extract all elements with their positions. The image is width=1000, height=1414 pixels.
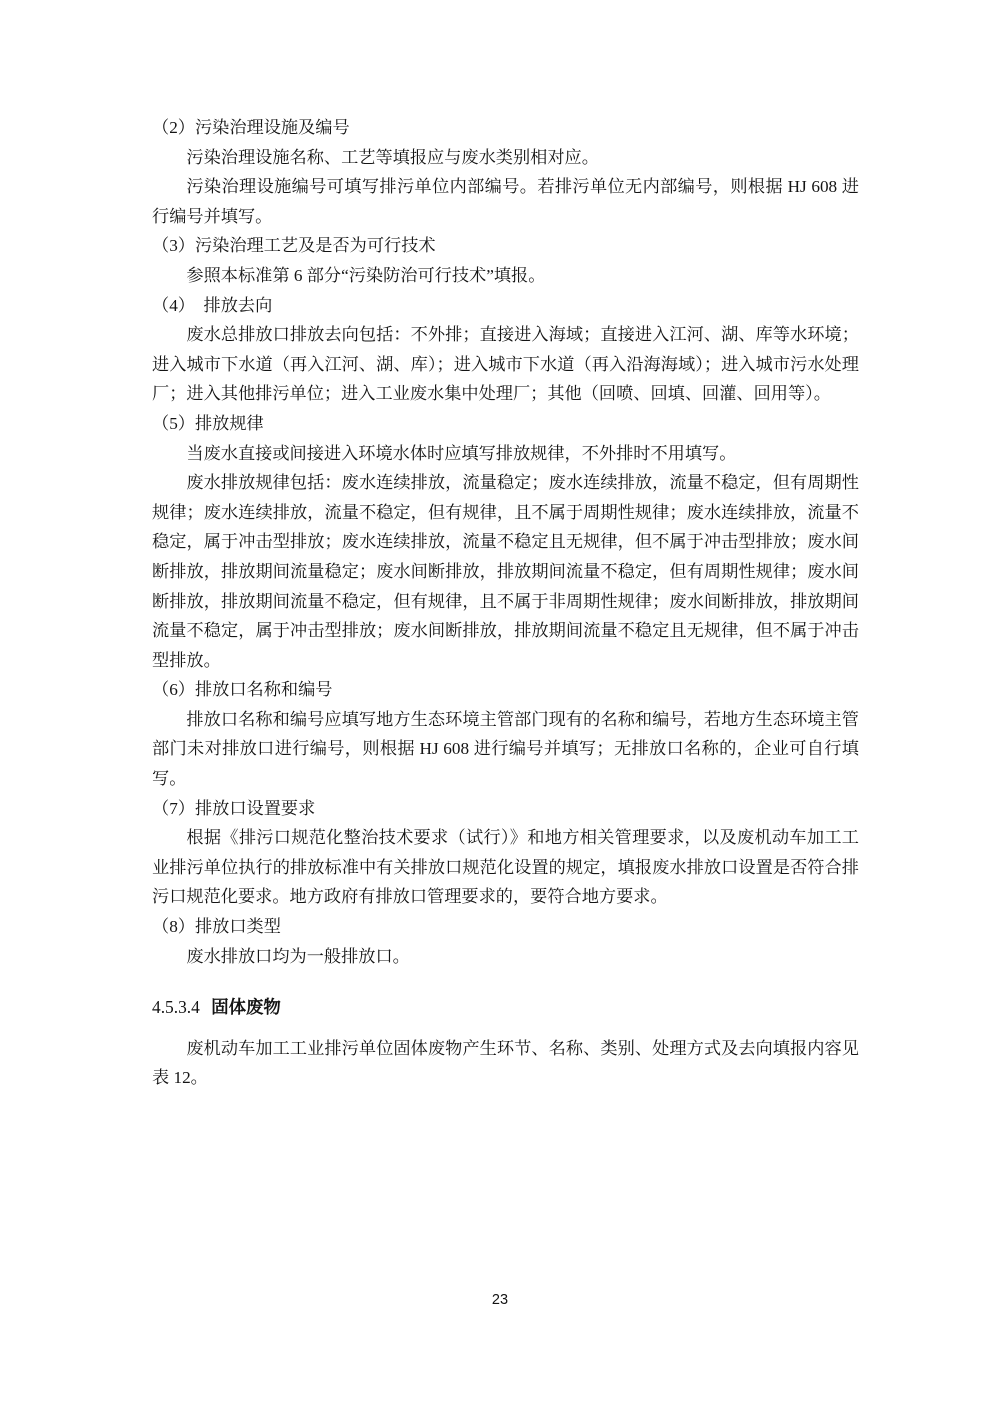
paragraph: 污染治理设施名称、工艺等填报应与废水类别相对应。 — [186, 147, 599, 167]
paragraph: 根据《排污口规范化整治技术要求（试行）》和地方相关管理要求，以及废机动车加工工业排污单位执行的排放标准中有关排放口规范化设置的规定，填报废水排放口设置是否符合排污口规范化要求。地方政府有排放口管理要求的，要符合地方要求。 — [152, 828, 859, 907]
list-item-heading: （3）污染治理工艺及是否为可行技术 — [152, 236, 436, 256]
list-item-heading: （7）排放口设置要求 — [152, 798, 316, 818]
paragraph: 废机动车加工工业排污单位固体废物产生环节、名称、类别、处理方式及去向填报内容见表 12。 — [152, 1038, 859, 1088]
page-content — [152, 113, 859, 1093]
section-title: 固体废物 — [211, 997, 281, 1018]
paragraph: 废水总排放口排放去向包括：不外排；直接进入海域；直接进入江河、湖、库等水环境；进入城市下水道（再入江河、湖、库）；进入城市下水道（再入沿海海域）；进入城市污水处理厂；进入其他排污单位；进入工业废水集中处理厂；其他（回喷、回填、回灌、回用等）。 — [152, 325, 859, 404]
section-heading — [152, 993, 859, 1023]
paragraph: 废水排放规律包括：废水连续排放，流量稳定；废水连续排放，流量不稳定，但有周期性规律；废水连续排放，流量不稳定，但有规律，且不属于周期性规律；废水连续排放，流量不稳定，属于冲击型排放；废水连续排放，流量不稳定且无规律，但不属于冲击型排放；废水间断排放，排放期间流量稳定；废水间断排放，排放期间流量不稳定，但有周期性规律；废水间断排放，排放期间流量不稳定，但有规律，且不属于非周期性规律；废水间断排放，排放期间流量不稳定，属于冲击型排放；废水间断排放，排放期间流量不稳定且无规律，但不属于冲击型排放。 — [152, 473, 859, 670]
list-item-heading: （5）排放规律 — [152, 413, 264, 433]
list-item-heading: （2）污染治理设施及编号 — [152, 118, 350, 137]
paragraph: 污染治理设施编号可填写排污单位内部编号。若排污单位无内部编号，则根据 HJ 608 进行编号并填写。 — [152, 177, 859, 226]
list-item-heading: （6）排放口名称和编号 — [152, 680, 333, 700]
list-item-heading: （4） 排放去向 — [152, 295, 273, 315]
page-number: 23 — [491, 1292, 509, 1308]
list-item-heading: （8）排放口类型 — [152, 917, 281, 937]
section-number: 4.5.3.4 — [152, 997, 200, 1018]
paragraph: 排放口名称和编号应填写地方生态环境主管部门现有的名称和编号，若地方生态环境主管部门未对排放口进行编号，则根据 HJ 608 进行编号并填写；无排放口名称的，企业可自行填写。 — [152, 709, 859, 789]
paragraph: 参照本标准第 6 部分“污染防治可行技术”填报。 — [186, 265, 546, 285]
paragraph: 当废水直接或间接进入环境水体时应填写排放规律，不外排时不用填写。 — [186, 443, 737, 463]
paragraph: 废水排放口均为一般排放口。 — [186, 946, 410, 966]
